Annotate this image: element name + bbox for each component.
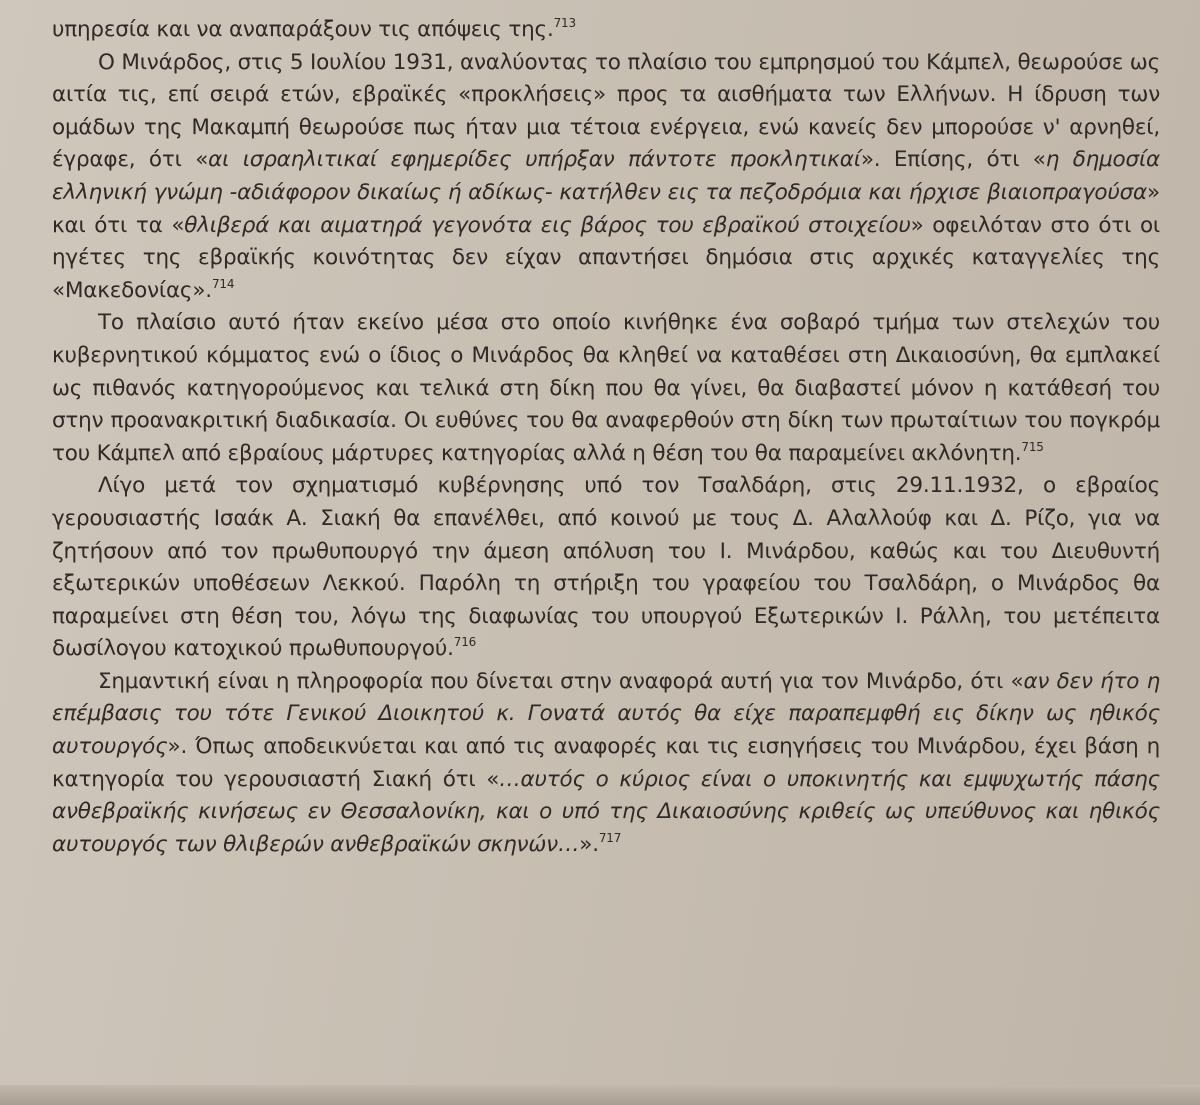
text-run: ». xyxy=(579,831,599,857)
italic-quote: αι ισραηλιτικαί εφημερίδες υπήρξαν πάντοτε προκλητικαί xyxy=(208,147,861,173)
page-bottom-edge xyxy=(0,1085,1200,1105)
text-run: » οφειλόταν στο ότι οι ηγέτες της εβραϊκής κοινότητας δεν είχαν απαντήσει δημόσια στις αρχικές καταγγελίες της «Μακεδονίας». xyxy=(52,212,1160,303)
text-run: Ο Μινάρδος, στις 5 Ιουλίου 1931, αναλύοντας το πλαίσιο του εμπρησμού του Κάμπελ, θεωρούσε ως αιτία τις, επί σειρά ετών, εβραϊκές «προκλήσεις» προς τα αισθήματα των Ελλήνων. Η ίδρυση των ομάδων της Μακαμπή θεωρούσε πως ήταν μια τέτοια ενέργεια, ενώ κανείς δεν μπορούσε ν' αρνηθεί, έγραφε, ότι « xyxy=(52,49,1160,173)
paragraph xyxy=(52,47,1160,308)
paragraph xyxy=(52,666,1160,862)
italic-quote: η δημοσία ελληνική γνώμη -αδιάφορον δικαίως ή αδίκως- κατήλθεν εις τα πεζοδρόμια και ήρχισε βιαιοπραγούσα xyxy=(52,147,1160,205)
text-run: Σημαντική είναι η πληροφορία που δίνεται στην αναφορά αυτή για τον Μινάρδο, ότι « xyxy=(98,668,1024,694)
footnote-marker: 714 xyxy=(211,276,235,291)
footnote-marker: 717 xyxy=(598,830,622,845)
text-run: Το πλαίσιο αυτό ήταν εκείνο μέσα στο οποίο κινήθηκε ένα σοβαρό τμήμα των στελεχών του κυβερνητικού κόμματος ενώ ο ίδιος ο Μινάρδος θα κληθεί να καταθέσει στη Δικαιοσύνη, θα εμπλακεί ως πιθανός κατηγορούμενος και τελικά στη δίκη που θα γίνει, θα διαβαστεί μόνον η κατάθεσή του στην προανακριτική διαδικασία. Οι ευθύνες του θα αναφερθούν στη δίκη των πρωταίτιων του πογκρόμ του Κάμπελ από εβραίους μάρτυρες κατηγορίας αλλά η θέση του θα παραμείνει ακλόνητη. xyxy=(52,310,1160,466)
paragraph xyxy=(52,307,1160,470)
text-run: ». Επίσης, ότι « xyxy=(860,147,1046,173)
footnote-marker: 716 xyxy=(453,635,477,650)
text-run: Λίγο μετά τον σχηματισμό κυβέρνησης υπό τον Τσαλδάρη, στις 29.11.1932, ο εβραίος γερουσιαστής Ισαάκ Α. Σιακή θα επανέλθει, από κοινού με τους Δ. Αλαλλούφ και Δ. Ρίζο, για να ζητήσουν από τον πρωθυπουργό την άμεση απόλυση του Ι. Μινάρδου, καθώς και του Διευθυντή εξωτερικών υποθέσεων Λεκκού. Παρόλη τη στήριξη του γραφείου του Τσαλδάρη, ο Μινάρδος θα παραμείνει στη θέση του, λόγω της διαφωνίας του υπουργού Εξωτερικών Ι. Ράλλη, του μετέπειτα δωσίλογου κατοχικού πρωθυπουργού. xyxy=(52,473,1160,662)
paragraph xyxy=(52,14,1160,47)
footnote-marker: 713 xyxy=(553,16,576,30)
paragraph xyxy=(52,470,1160,666)
page-text xyxy=(52,14,1160,861)
italic-quote: θλιβερά και αιματηρά γεγονότα εις βάρος του εβραϊκού στοιχείου xyxy=(184,212,911,238)
text-run: » και ότι τα « xyxy=(52,179,1160,238)
italic-quote: αν δεν ήτο η επέμβασις του τότε Γενικού Διοικητού κ. Γονατά αυτός θα είχε παραπεμφθή εις δίκην ως ηθικός αυτουργός xyxy=(52,668,1160,760)
italic-quote: …αυτός ο κύριος είναι ο υποκινητής και εμψυχωτής πάσης ανθεβραϊκής κινήσεως εν Θεσσαλονίκη, και ο υπό της Δικαιοσύνης κριθείς ως υπεύθυνος και ηθικός αυτουργός των θλιβερών ανθεβραϊκών σκηνών… xyxy=(52,766,1160,857)
footnote-marker: 715 xyxy=(1021,439,1044,454)
text-run: υπηρεσία και να αναπαράξουν τις απόψεις της. xyxy=(52,17,554,42)
text-run: ». Όπως αποδεικνύεται και από τις αναφορές και τις εισηγήσεις του Μινάρδου, έχει βάση η κατηγορία του γερουσιαστή Σιακή ότι « xyxy=(52,734,1160,792)
